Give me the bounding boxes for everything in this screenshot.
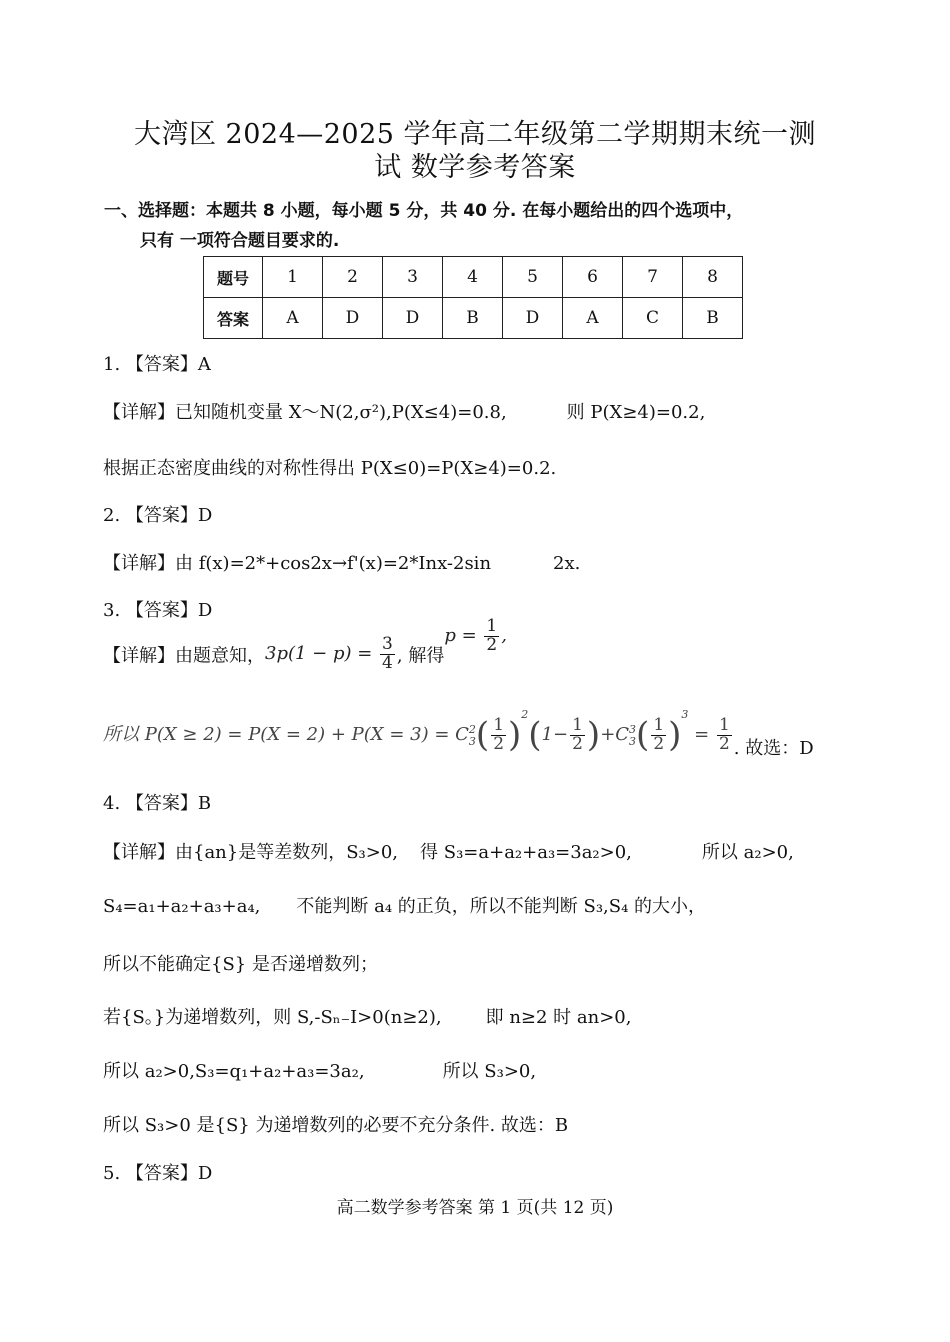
- answer-table: [203, 256, 743, 339]
- q4-detail-line1: [103, 838, 794, 864]
- q4-line5-a: 所以 a₂>0,S₃=q₁+a₂+a₃=3a₂,: [103, 1061, 365, 1082]
- one-minus-text: 1−: [541, 724, 569, 745]
- q4-line5-b: 所以 S₃>0,: [442, 1061, 537, 1082]
- q3-answer: 3. 【答案】D: [103, 600, 213, 621]
- table-cell: A: [563, 298, 623, 339]
- q3-detail-prefix: 【详解】由题意知，: [103, 645, 265, 667]
- fraction-numerator: 1: [493, 714, 505, 735]
- table-cell: D: [323, 298, 383, 339]
- q4-detail-line5: [103, 1057, 536, 1083]
- q3-mid-text: , 解得: [396, 645, 445, 667]
- left-paren: (: [528, 715, 542, 755]
- q3-equation-1: [265, 634, 397, 673]
- q3-fraction-1-2: [484, 618, 499, 655]
- q4-line2-b: 不能判断 a₄ 的正负，所以不能判断 S₃,S₄ 的大小，: [296, 896, 707, 917]
- q4-detail-line6: 所以 S₃>0 是{S} 为递增数列的必要不充分条件. 故选：B: [103, 1115, 569, 1136]
- q4-detail-line2: [103, 892, 706, 918]
- plus-combination: +C: [600, 724, 630, 745]
- fraction-numerator: 1: [653, 714, 665, 735]
- table-cell: 4: [443, 257, 503, 298]
- half-fraction: [491, 714, 506, 754]
- q4-line4-a: 若{S。}为递增数列，则 S,-Sₙ₋I>0(n≥2),: [103, 1007, 442, 1028]
- fraction-denominator: 2: [718, 733, 730, 754]
- combination-sup: 2: [468, 723, 476, 736]
- equals-sign: =: [694, 724, 710, 745]
- right-paren: ): [668, 715, 682, 755]
- q4-line1-c: 所以 a₂>0,: [701, 842, 794, 863]
- q4-line1-a: 【详解】由{an}是等差数列，S₃>0,: [103, 842, 399, 863]
- combination-sup: 3: [629, 723, 637, 736]
- table-cell: 1: [263, 257, 323, 298]
- q4-detail-line3: 所以不能确定{S} 是否递增数列；: [103, 954, 378, 975]
- fraction-numerator: 1: [572, 714, 583, 735]
- table-header-answer: 答案: [204, 298, 263, 339]
- half-fraction: [570, 714, 585, 754]
- q3-detail: [103, 616, 507, 673]
- q2-answer: 2. 【答案】D: [103, 505, 213, 526]
- q3-equation-2: [444, 616, 507, 655]
- document-title-line2: 试 数学参考答案: [374, 152, 576, 183]
- section-heading-line1: 一、选择题：本题共 8 小题，每小题 5 分，共 40 分. 在每小题给出的四个选项中，: [104, 201, 744, 221]
- table-cell: 7: [623, 257, 683, 298]
- exponent: 2: [521, 708, 529, 721]
- q3-conclusion: . 故选：D: [733, 738, 814, 759]
- fraction-denominator: 2: [493, 733, 505, 754]
- q2-detail-a: 【详解】由 f(x)=2*+cos2x→f'(x)=2*Inx-2sin: [103, 553, 492, 574]
- fraction-denominator: 2: [653, 733, 665, 754]
- q3-fraction-3-4: [380, 636, 395, 673]
- exponent: 3: [681, 708, 689, 721]
- combination-sub: 3: [468, 734, 476, 748]
- table-row-answers: [204, 298, 743, 339]
- q4-line2-a: S₄=a₁+a₂+a₃+a₄,: [103, 896, 261, 917]
- fraction-numerator: 3: [382, 634, 393, 654]
- right-paren: ): [508, 715, 522, 755]
- q2-detail-b: 2x.: [553, 553, 581, 574]
- q3-probability-line: [103, 708, 814, 760]
- left-paren: (: [475, 715, 490, 755]
- q4-answer: 4. 【答案】B: [103, 793, 212, 814]
- table-row-numbers: [204, 257, 743, 298]
- table-cell: D: [383, 298, 443, 339]
- table-cell: B: [683, 298, 743, 339]
- table-cell: A: [263, 298, 323, 339]
- q3-line2-prefix: 所以 P(X ≥ 2) = P(X = 2) + P(X = 3) = C: [103, 724, 469, 745]
- fraction-numerator: 1: [486, 616, 498, 636]
- q3-eq1-text: 3p(1 − p) =: [265, 643, 379, 665]
- table-cell: B: [443, 298, 503, 339]
- table-cell: 6: [563, 257, 623, 298]
- q4-line1-b: 得 S₃=a+a₂+a₃=3a₂>0,: [420, 842, 632, 863]
- section-heading-line2: 只有 一项符合题目要求的.: [140, 231, 340, 251]
- q2-detail: [103, 549, 580, 575]
- q1-detail2: 根据正态密度曲线的对称性得出 P(X≤0)=P(X≥4)=0.2.: [103, 458, 557, 479]
- q1-answer: 1. 【答案】A: [103, 354, 211, 375]
- q1-detail-a: 【详解】已知随机变量 X～N(2,σ²),P(X≤4)=0.8,: [103, 402, 507, 423]
- table-header-number: 题号: [204, 257, 263, 298]
- q5-answer: 5. 【答案】D: [103, 1163, 213, 1184]
- page-footer: 高二数学参考答案 第 1 页(共 12 页): [336, 1198, 614, 1218]
- right-paren: ): [586, 715, 601, 755]
- q1-detail: [103, 398, 705, 424]
- table-cell: 3: [383, 257, 443, 298]
- q4-line4-b: 即 n≥2 时 an>0,: [485, 1007, 632, 1028]
- q4-detail-line4: [103, 1003, 631, 1029]
- fraction-denominator: 4: [382, 652, 393, 673]
- combination-sub: 3: [629, 734, 637, 748]
- fraction-denominator: 2: [486, 634, 498, 655]
- half-fraction: [651, 714, 666, 754]
- table-cell: 8: [683, 257, 743, 298]
- table-cell: 2: [323, 257, 383, 298]
- table-cell: C: [623, 298, 683, 339]
- q3-probability-formula: [103, 708, 734, 755]
- fraction-numerator: 1: [718, 714, 730, 735]
- q3-eq2-text: p =: [444, 625, 483, 647]
- table-cell: 5: [503, 257, 563, 298]
- q1-detail-b: 则 P(X≥4)=0.2,: [566, 402, 706, 423]
- table-cell: D: [503, 298, 563, 339]
- left-paren: (: [636, 715, 650, 755]
- result-fraction: [717, 714, 732, 754]
- q3-eq2-tail: ,: [501, 625, 507, 647]
- document-title-line1: 大湾区 2024—2025 学年高二年级第二学期期末统一测: [133, 119, 817, 150]
- fraction-denominator: 2: [572, 733, 583, 754]
